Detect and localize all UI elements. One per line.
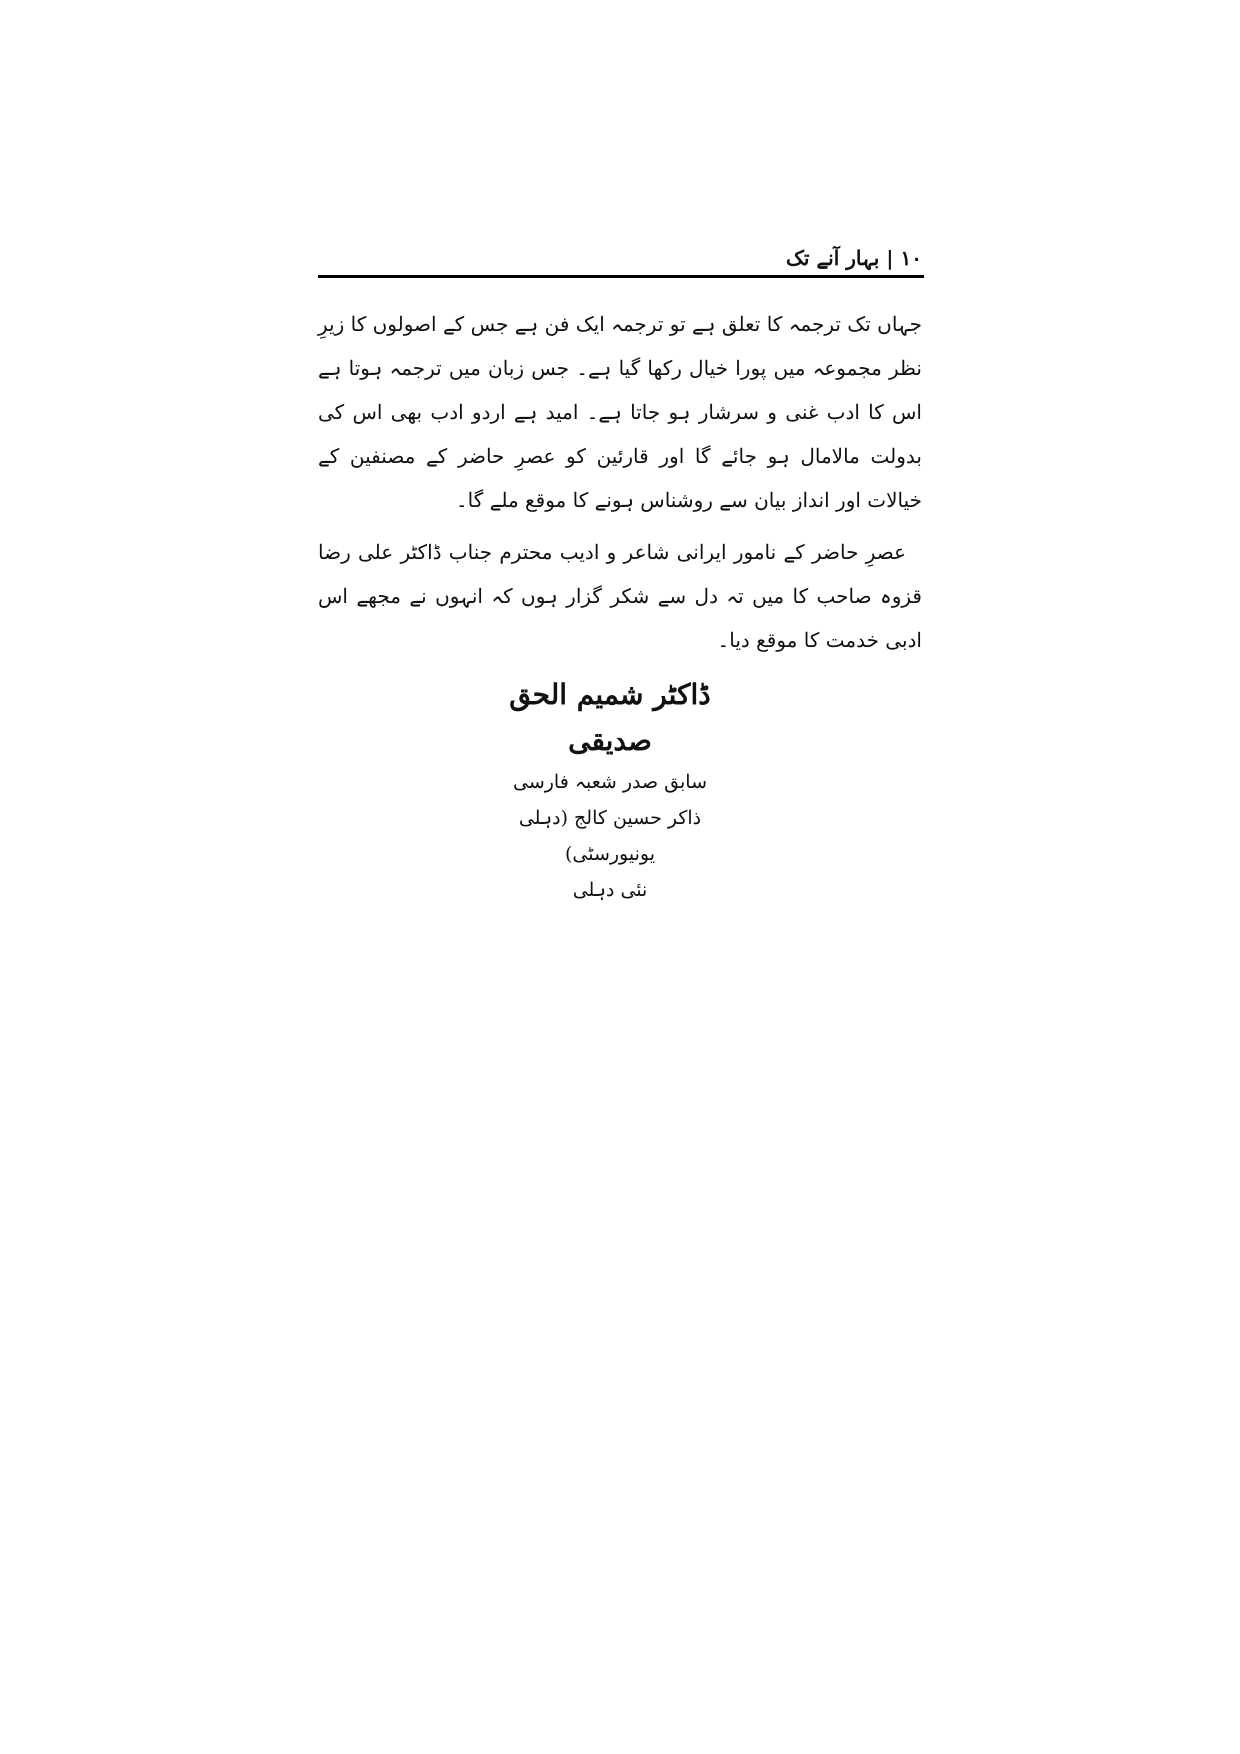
signature-name: ڈاکٹر شمیم الحق صدیقی	[509, 678, 711, 757]
signature-block	[500, 672, 720, 908]
paragraph-acknowledgement: عصرِ حاضر کے نامور ایرانی شاعر و ادیب محترم جناب ڈاکٹر علی رضا قزوہ صاحب کا میں تہ دل سے شکر گزار ہوں کہ انہوں نے مجھے اس ادبی خدمت کا موقع دیا۔	[318, 540, 922, 652]
signature-city: نئی دہلی	[572, 879, 648, 901]
header-rule	[318, 275, 924, 278]
running-head: ۱۰ | بہار آنے تک	[786, 246, 922, 270]
paragraph-translation: جہاں تک ترجمہ کا تعلق ہے تو ترجمہ ایک فن ہے جس کے اصولوں کا زیرِ نظر مجموعہ میں پورا خیال رکھا گیا ہے۔ جس زبان میں ترجمہ ہوتا ہے اس کا ادب غنی و سرشار ہو جاتا ہے۔ امید ہے اردو ادب بھی اس کی بدولت مالامال ہو جائے گا اور قارئین کو عصرِ حاضر کے مصنفین کے خیالات اور انداز بیان سے روشناس ہونے کا موقع ملے گا۔	[318, 312, 922, 512]
body-text	[318, 302, 922, 662]
signature-institution: ذاکر حسین کالج (دہلی یونیورسٹی)	[518, 807, 702, 865]
signature-title: سابق صدر شعبہ فارسی	[513, 771, 707, 793]
